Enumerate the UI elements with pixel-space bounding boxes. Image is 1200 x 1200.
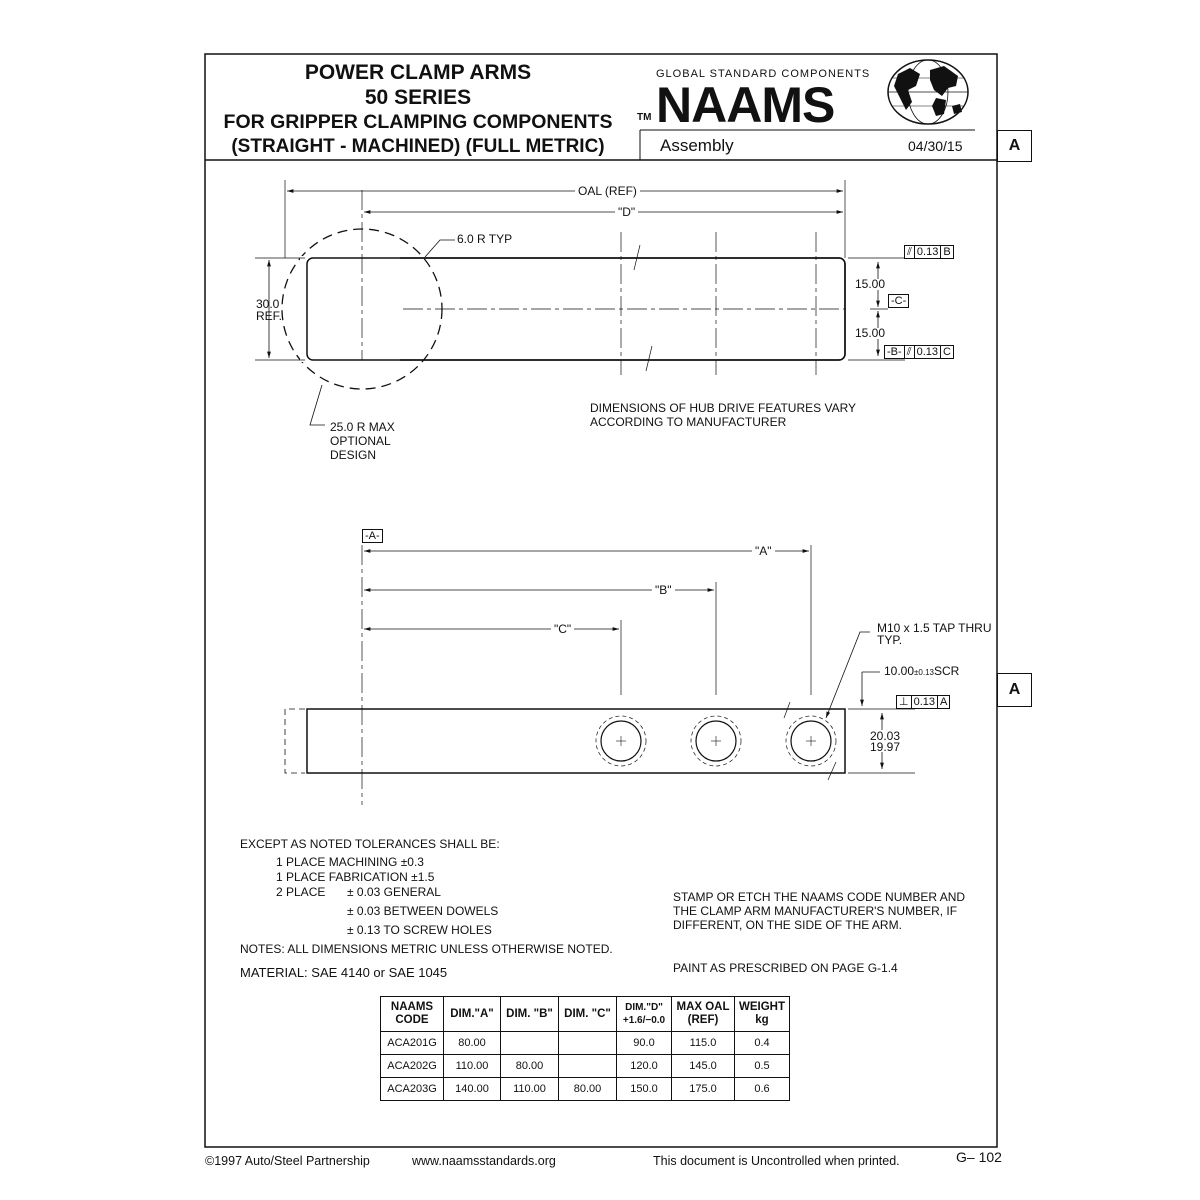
tolerance-line-4: ± 0.03 BETWEEN DOWELS bbox=[347, 904, 499, 918]
paint-note: PAINT AS PRESCRIBED ON PAGE G-1.4 bbox=[673, 961, 898, 975]
brand-logo: NAAMS bbox=[656, 77, 835, 133]
table-header-row bbox=[381, 997, 790, 1032]
cell-max-oal: 175.0 bbox=[672, 1078, 735, 1101]
fcf-perpendicularity: ⊥ 0.13 A bbox=[896, 695, 950, 709]
thickness-max: 20.03 bbox=[870, 729, 901, 743]
col-weight: WEIGHT kg bbox=[735, 997, 790, 1032]
scr-dimension: 10.00±0.13SCR bbox=[884, 664, 960, 678]
radius-typ-label: 6.0 R TYP bbox=[457, 232, 513, 246]
tap-note-line-1: M10 x 1.5 TAP THRU bbox=[877, 621, 992, 635]
stamp-note-line-1: STAMP OR ETCH THE NAAMS CODE NUMBER AND bbox=[673, 890, 966, 904]
tolerance-line-2: 1 PLACE FABRICATION ±1.5 bbox=[276, 870, 435, 884]
col-dim-c: DIM. "C" bbox=[559, 997, 617, 1032]
fcf-top-parallelism: ⫽ 0.13 B bbox=[904, 245, 954, 259]
tolerance-line-1: 1 PLACE MACHINING ±0.3 bbox=[276, 855, 424, 869]
fcf-bottom-parallelism: -B- ⫽ 0.13 C bbox=[884, 345, 954, 359]
oal-dimension: OAL (REF) bbox=[575, 185, 640, 198]
col-max-oal: MAX OAL (REF) bbox=[672, 997, 735, 1032]
tolerance-line-5: ± 0.13 TO SCREW HOLES bbox=[347, 923, 492, 937]
cell-dim-b: 80.00 bbox=[501, 1055, 559, 1078]
thickness-min: 19.97 bbox=[870, 740, 901, 754]
cell-dim-d: 150.0 bbox=[617, 1078, 672, 1101]
tolerance-heading: EXCEPT AS NOTED TOLERANCES SHALL BE: bbox=[240, 837, 500, 851]
footer-website: www.naamsstandards.org bbox=[412, 1154, 556, 1168]
cell-dim-d: 120.0 bbox=[617, 1055, 672, 1078]
cell-dim-c bbox=[559, 1055, 617, 1078]
table-row bbox=[381, 1055, 790, 1078]
sheet-type: Assembly bbox=[660, 136, 734, 155]
table-row bbox=[381, 1078, 790, 1101]
optional-radius-line-1: 25.0 R MAX bbox=[330, 420, 395, 434]
col-naams-code: NAAMS CODE bbox=[381, 997, 444, 1032]
half-top-dimension: 15.00 bbox=[855, 277, 886, 291]
col-dim-b: DIM. "B" bbox=[501, 997, 559, 1032]
title-line-4: (STRAIGHT - MACHINED) (FULL METRIC) bbox=[231, 136, 605, 157]
page-number: G– 102 bbox=[956, 1149, 1002, 1165]
hub-note-line-1: DIMENSIONS OF HUB DRIVE FEATURES VARY bbox=[590, 401, 857, 415]
cell-dim-c: 80.00 bbox=[559, 1078, 617, 1101]
cell-max-oal: 145.0 bbox=[672, 1055, 735, 1078]
cell-dim-a: 110.00 bbox=[444, 1055, 501, 1078]
table-row bbox=[381, 1032, 790, 1055]
cell-code: ACA203G bbox=[381, 1078, 444, 1101]
view-label-side: A bbox=[997, 673, 1032, 707]
dimension-table bbox=[380, 996, 790, 1101]
datum-c: -C- bbox=[888, 294, 909, 308]
footer-copyright: ©1997 Auto/Steel Partnership bbox=[205, 1154, 370, 1168]
title-line-2: 50 SERIES bbox=[364, 86, 472, 109]
datum-a: -A- bbox=[362, 529, 383, 543]
cell-weight: 0.5 bbox=[735, 1055, 790, 1078]
stamp-note-line-2: THE CLAMP ARM MANUFACTURER'S NUMBER, IF bbox=[673, 904, 958, 918]
a-dimension: "A" bbox=[752, 545, 775, 558]
brand-tagline: GLOBAL STANDARD COMPONENTS bbox=[656, 68, 871, 80]
title-line-3: FOR GRIPPER CLAMPING COMPONENTS bbox=[223, 111, 613, 133]
title-line-1: POWER CLAMP ARMS bbox=[304, 61, 532, 84]
cell-dim-a: 140.00 bbox=[444, 1078, 501, 1101]
d-dimension: "D" bbox=[615, 206, 638, 219]
cell-weight: 0.4 bbox=[735, 1032, 790, 1055]
tap-note-line-2: TYP. bbox=[877, 633, 903, 647]
footer-disclaimer: This document is Uncontrolled when printed. bbox=[653, 1154, 900, 1168]
globe-icon bbox=[888, 60, 968, 124]
view-label-top: A bbox=[997, 130, 1032, 162]
sheet-date: 04/30/15 bbox=[908, 138, 963, 154]
cell-code: ACA201G bbox=[381, 1032, 444, 1055]
cell-max-oal: 115.0 bbox=[672, 1032, 735, 1055]
tolerance-line-3-prefix: 2 PLACE bbox=[276, 885, 326, 899]
tolerance-line-3: ± 0.03 GENERAL bbox=[347, 885, 441, 899]
optional-radius-line-3: DESIGN bbox=[330, 448, 377, 462]
height-ref-value: 30.0 bbox=[256, 297, 280, 311]
cell-dim-a: 80.00 bbox=[444, 1032, 501, 1055]
optional-radius-line-2: OPTIONAL bbox=[330, 434, 391, 448]
cell-dim-b: 110.00 bbox=[501, 1078, 559, 1101]
material-line: MATERIAL: SAE 4140 or SAE 1045 bbox=[240, 965, 448, 980]
trademark-mark: TM bbox=[637, 112, 652, 123]
cell-dim-b bbox=[501, 1032, 559, 1055]
notes-line: NOTES: ALL DIMENSIONS METRIC UNLESS OTHERWISE NOTED. bbox=[240, 942, 613, 956]
col-dim-a: DIM."A" bbox=[444, 997, 501, 1032]
arm-side-outline bbox=[307, 709, 845, 773]
col-dim-d: DIM."D" +1.6/−0.0 bbox=[617, 997, 672, 1032]
cell-code: ACA202G bbox=[381, 1055, 444, 1078]
half-bottom-dimension: 15.00 bbox=[855, 326, 886, 340]
cell-weight: 0.6 bbox=[735, 1078, 790, 1101]
c-dimension: "C" bbox=[551, 623, 574, 636]
hub-note-line-2: ACCORDING TO MANUFACTURER bbox=[590, 415, 787, 429]
cell-dim-c bbox=[559, 1032, 617, 1055]
stamp-note-line-3: DIFFERENT, ON THE SIDE OF THE ARM. bbox=[673, 918, 902, 932]
cell-dim-d: 90.0 bbox=[617, 1032, 672, 1055]
height-ref-suffix: REF. bbox=[256, 309, 283, 323]
b-dimension: "B" bbox=[652, 584, 675, 597]
